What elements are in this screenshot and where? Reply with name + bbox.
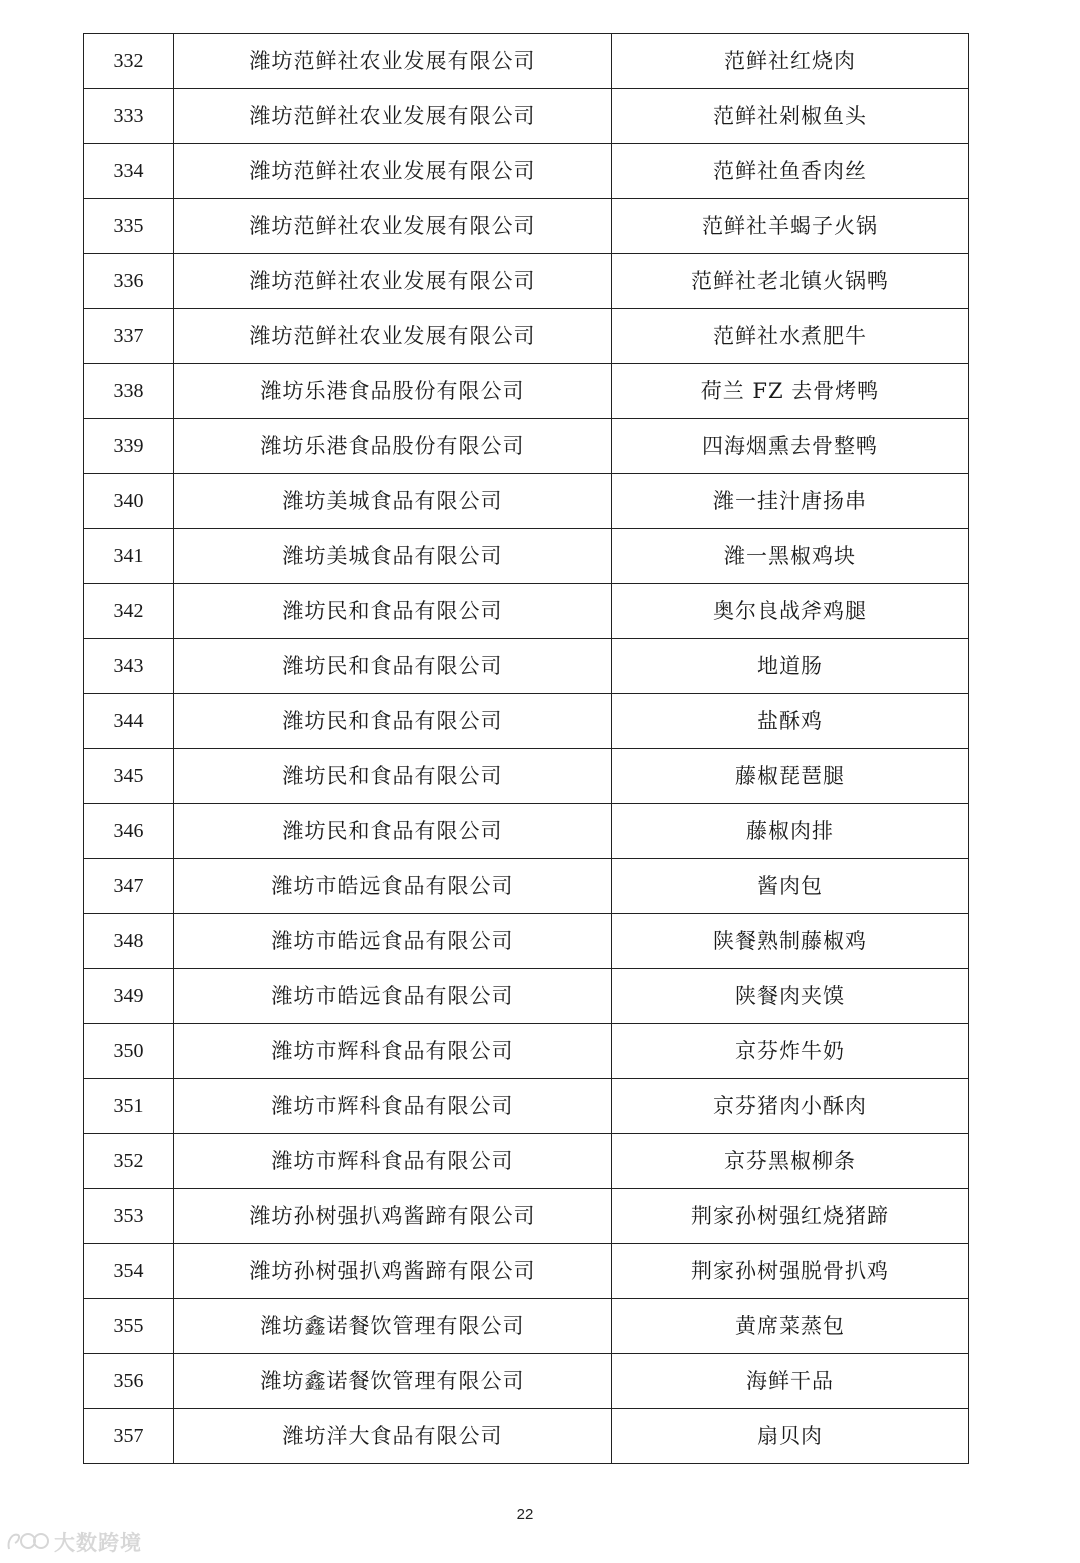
row-number-cell: 337 bbox=[84, 309, 174, 364]
product-cell: 荆家孙树强脱骨扒鸡 bbox=[612, 1244, 969, 1299]
table-row bbox=[84, 1244, 969, 1299]
table-row bbox=[84, 584, 969, 639]
product-table-body bbox=[84, 34, 969, 1464]
product-cell: 范鲜社红烧肉 bbox=[612, 34, 969, 89]
row-number-cell: 342 bbox=[84, 584, 174, 639]
row-number-cell: 343 bbox=[84, 639, 174, 694]
company-cell: 潍坊乐港食品股份有限公司 bbox=[174, 419, 612, 474]
product-cell: 地道肠 bbox=[612, 639, 969, 694]
row-number-cell: 356 bbox=[84, 1354, 174, 1409]
table-row bbox=[84, 749, 969, 804]
product-cell: 陕餐肉夹馍 bbox=[612, 969, 969, 1024]
row-number-cell: 347 bbox=[84, 859, 174, 914]
company-cell: 潍坊鑫诺餐饮管理有限公司 bbox=[174, 1299, 612, 1354]
product-cell: 范鲜社老北镇火锅鸭 bbox=[612, 254, 969, 309]
product-cell: 四海烟熏去骨整鸭 bbox=[612, 419, 969, 474]
company-cell: 潍坊范鲜社农业发展有限公司 bbox=[174, 34, 612, 89]
company-cell: 潍坊民和食品有限公司 bbox=[174, 749, 612, 804]
product-cell: 扇贝肉 bbox=[612, 1409, 969, 1464]
watermark-text: 大数跨境 bbox=[54, 1531, 142, 1555]
table-row bbox=[84, 474, 969, 529]
company-cell: 潍坊孙树强扒鸡酱蹄有限公司 bbox=[174, 1189, 612, 1244]
row-number-cell: 341 bbox=[84, 529, 174, 584]
row-number-cell: 339 bbox=[84, 419, 174, 474]
watermark bbox=[6, 1527, 142, 1557]
table-row bbox=[84, 1134, 969, 1189]
table-row bbox=[84, 34, 969, 89]
row-number-cell: 348 bbox=[84, 914, 174, 969]
table-row bbox=[84, 914, 969, 969]
product-cell: 酱肉包 bbox=[612, 859, 969, 914]
row-number-cell: 336 bbox=[84, 254, 174, 309]
table-row bbox=[84, 1024, 969, 1079]
product-cell: 荷兰 FZ 去骨烤鸭 bbox=[612, 364, 969, 419]
row-number-cell: 349 bbox=[84, 969, 174, 1024]
table-row bbox=[84, 859, 969, 914]
company-cell: 潍坊民和食品有限公司 bbox=[174, 804, 612, 859]
product-cell: 京芬猪肉小酥肉 bbox=[612, 1079, 969, 1134]
company-cell: 潍坊范鲜社农业发展有限公司 bbox=[174, 89, 612, 144]
company-cell: 潍坊市皓远食品有限公司 bbox=[174, 969, 612, 1024]
company-cell: 潍坊民和食品有限公司 bbox=[174, 694, 612, 749]
company-cell: 潍坊孙树强扒鸡酱蹄有限公司 bbox=[174, 1244, 612, 1299]
row-number-cell: 333 bbox=[84, 89, 174, 144]
table-row bbox=[84, 254, 969, 309]
company-cell: 潍坊范鲜社农业发展有限公司 bbox=[174, 144, 612, 199]
product-cell: 盐酥鸡 bbox=[612, 694, 969, 749]
company-cell: 潍坊范鲜社农业发展有限公司 bbox=[174, 199, 612, 254]
product-cell: 海鲜干品 bbox=[612, 1354, 969, 1409]
table-row bbox=[84, 309, 969, 364]
table-row bbox=[84, 144, 969, 199]
company-cell: 潍坊乐港食品股份有限公司 bbox=[174, 364, 612, 419]
product-cell: 潍一挂汁唐扬串 bbox=[612, 474, 969, 529]
table-row bbox=[84, 804, 969, 859]
company-cell: 潍坊市皓远食品有限公司 bbox=[174, 914, 612, 969]
company-cell: 潍坊市皓远食品有限公司 bbox=[174, 859, 612, 914]
row-number-cell: 344 bbox=[84, 694, 174, 749]
table-row bbox=[84, 1299, 969, 1354]
row-number-cell: 350 bbox=[84, 1024, 174, 1079]
company-cell: 潍坊市辉科食品有限公司 bbox=[174, 1024, 612, 1079]
row-number-cell: 340 bbox=[84, 474, 174, 529]
page-number: 22 bbox=[516, 1506, 534, 1523]
company-cell: 潍坊美城食品有限公司 bbox=[174, 529, 612, 584]
table-row bbox=[84, 1354, 969, 1409]
row-number-cell: 351 bbox=[84, 1079, 174, 1134]
table-row bbox=[84, 529, 969, 584]
company-cell: 潍坊洋大食品有限公司 bbox=[174, 1409, 612, 1464]
product-cell: 黄席菜蒸包 bbox=[612, 1299, 969, 1354]
table-row bbox=[84, 1409, 969, 1464]
row-number-cell: 352 bbox=[84, 1134, 174, 1189]
table-row bbox=[84, 419, 969, 474]
row-number-cell: 355 bbox=[84, 1299, 174, 1354]
row-number-cell: 338 bbox=[84, 364, 174, 419]
company-cell: 潍坊市辉科食品有限公司 bbox=[174, 1079, 612, 1134]
company-cell: 潍坊市辉科食品有限公司 bbox=[174, 1134, 612, 1189]
row-number-cell: 332 bbox=[84, 34, 174, 89]
row-number-cell: 335 bbox=[84, 199, 174, 254]
company-cell: 潍坊鑫诺餐饮管理有限公司 bbox=[174, 1354, 612, 1409]
product-cell: 范鲜社鱼香肉丝 bbox=[612, 144, 969, 199]
product-cell: 陕餐熟制藤椒鸡 bbox=[612, 914, 969, 969]
watermark-logo-icon bbox=[6, 1529, 50, 1555]
row-number-cell: 353 bbox=[84, 1189, 174, 1244]
table-row bbox=[84, 969, 969, 1024]
table-row bbox=[84, 89, 969, 144]
product-cell: 范鲜社羊蝎子火锅 bbox=[612, 199, 969, 254]
product-cell: 藤椒肉排 bbox=[612, 804, 969, 859]
company-cell: 潍坊范鲜社农业发展有限公司 bbox=[174, 309, 612, 364]
product-cell: 藤椒琵琶腿 bbox=[612, 749, 969, 804]
table-row bbox=[84, 364, 969, 419]
product-cell: 荆家孙树强红烧猪蹄 bbox=[612, 1189, 969, 1244]
table-row bbox=[84, 639, 969, 694]
company-cell: 潍坊美城食品有限公司 bbox=[174, 474, 612, 529]
company-cell: 潍坊范鲜社农业发展有限公司 bbox=[174, 254, 612, 309]
product-cell: 京芬炸牛奶 bbox=[612, 1024, 969, 1079]
row-number-cell: 334 bbox=[84, 144, 174, 199]
row-number-cell: 357 bbox=[84, 1409, 174, 1464]
table-row bbox=[84, 1189, 969, 1244]
product-cell: 京芬黑椒柳条 bbox=[612, 1134, 969, 1189]
table-row bbox=[84, 1079, 969, 1134]
product-cell: 奥尔良战斧鸡腿 bbox=[612, 584, 969, 639]
row-number-cell: 354 bbox=[84, 1244, 174, 1299]
table-row bbox=[84, 199, 969, 254]
product-table bbox=[83, 33, 969, 1464]
table-row bbox=[84, 694, 969, 749]
product-cell: 范鲜社剁椒鱼头 bbox=[612, 89, 969, 144]
product-cell: 范鲜社水煮肥牛 bbox=[612, 309, 969, 364]
company-cell: 潍坊民和食品有限公司 bbox=[174, 584, 612, 639]
company-cell: 潍坊民和食品有限公司 bbox=[174, 639, 612, 694]
row-number-cell: 346 bbox=[84, 804, 174, 859]
row-number-cell: 345 bbox=[84, 749, 174, 804]
product-cell: 潍一黑椒鸡块 bbox=[612, 529, 969, 584]
